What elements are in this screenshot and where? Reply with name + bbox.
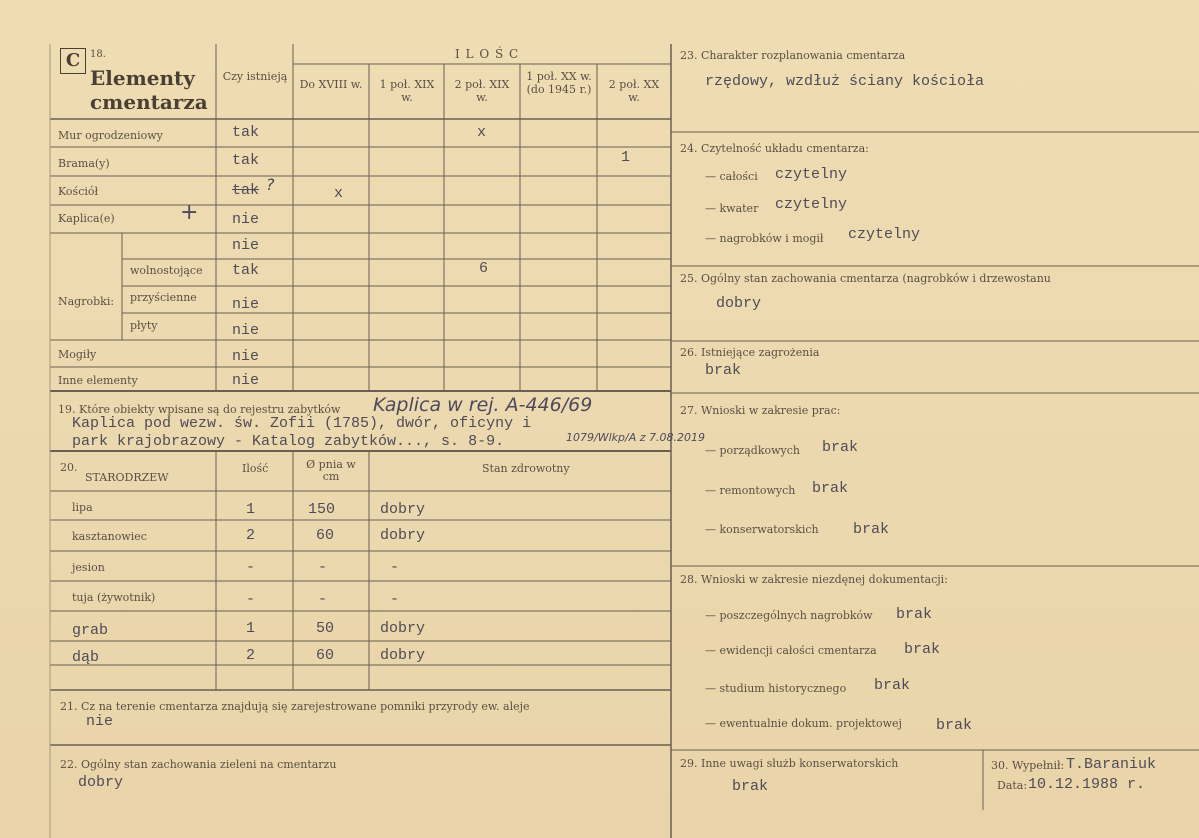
tree-state-0: dobry <box>380 501 426 518</box>
row-mark-kosciol: x <box>334 185 344 202</box>
q28-item-answer-0: brak <box>896 606 933 623</box>
q19-line2: park krajobrazowy - Katalog zabytków..., s. 8-9. <box>72 433 505 450</box>
col-header-period-4: 2 poł. XX w. <box>608 78 660 104</box>
row-exists-brama: tak <box>232 152 260 169</box>
q27-item-label-0: — porządkowych <box>705 444 800 457</box>
tree-diam-1: 60 <box>316 527 335 544</box>
q25-label: 25. Ogólny stan zachowania cmentarza (nagrobków i drzewostanu <box>680 272 1051 285</box>
row-label-mur: Mur ogrodzeniowy <box>58 129 163 142</box>
tree-state-2: - <box>390 559 400 576</box>
col-header-period-1: 1 poł. XIX w. <box>379 78 435 104</box>
q21-label: 21. Cz na terenie cmentarza znajdują się zarejestrowane pomniki przyrody ew. aleje <box>60 700 530 713</box>
q19-line2-hand: 1079/Wlkp/A z 7.08.2019 <box>566 431 705 444</box>
row-kaplica-cross: + <box>180 200 199 225</box>
col-header-period-2: 2 poł. XIX w. <box>454 78 510 104</box>
q30-date: 10.12.1988 r. <box>1028 776 1146 793</box>
tree-diam-3: - <box>318 591 328 608</box>
section-title-line1: Elementy <box>90 66 195 90</box>
q27-item-answer-0: brak <box>822 439 859 456</box>
q29-answer: brak <box>732 778 769 795</box>
q27-item-answer-1: brak <box>812 480 849 497</box>
q24-item-answer-2: czytelny <box>848 226 921 243</box>
tree-qty-2: - <box>246 559 256 576</box>
row-exists-mur: tak <box>232 124 260 141</box>
q20-col-diam: Ø pnia w cm <box>306 458 356 483</box>
row-label-kosciol: Kościół <box>58 185 99 198</box>
row-label-przyscienne: przyścienne <box>130 291 197 304</box>
q20-col-state: Stan zdrowotny <box>482 462 570 475</box>
q22-label: 22. Ogólny stan zachowania zieleni na cmentarzu <box>60 758 337 771</box>
tree-species-2: jesion <box>72 561 105 574</box>
q28-item-label-1: — ewidencji całości cmentarza <box>705 644 877 657</box>
tree-species-0: lipa <box>72 501 93 514</box>
tree-diam-0: 150 <box>308 501 336 518</box>
tree-species-5: dąb <box>72 649 100 666</box>
q30-date-label: Data: <box>997 779 1028 792</box>
tree-species-3: tuja (żywotnik) <box>72 591 156 604</box>
row-mark-wolnostojace: 6 <box>479 260 489 277</box>
q24-item-answer-1: czytelny <box>775 196 848 213</box>
col-header-exists: Czy istnieją <box>222 70 288 83</box>
row-exists-mogily: nie <box>232 348 260 365</box>
q27-item-label-1: — remontowych <box>705 484 796 497</box>
q30-label: 30. Wypełnił: <box>991 759 1065 772</box>
row-label-kaplica: Kaplica(e) <box>58 212 115 225</box>
tree-qty-4: 1 <box>246 620 256 637</box>
q24-item-answer-0: czytelny <box>775 166 848 183</box>
tree-species-4: grab <box>72 622 109 639</box>
tree-state-3: - <box>390 591 400 608</box>
col-header-ilosc: I L O Ś C <box>455 47 520 61</box>
q20-col-qty: Ilość <box>242 462 269 475</box>
col-header-period-0: Do XVIII w. <box>299 78 363 91</box>
tree-state-1: dobry <box>380 527 426 544</box>
q28-item-answer-2: brak <box>874 677 911 694</box>
row-label-brama: Brama(y) <box>58 157 110 170</box>
section-letter-box: C <box>60 48 86 74</box>
q24-item-label-0: — całości <box>705 170 758 183</box>
q19-line1: Kaplica pod wezw. św. Zofii (1785), dwór, oficyny i <box>72 415 532 432</box>
q28-item-label-2: — studium historycznego <box>705 682 847 695</box>
q28-item-answer-3: brak <box>936 717 973 734</box>
tree-qty-0: 1 <box>246 501 256 518</box>
col-header-period-3: 1 poł. XX w. (do 1945 r.) <box>526 70 592 96</box>
section-number: 18. <box>90 49 106 60</box>
tree-diam-5: 60 <box>316 647 335 664</box>
q27-label: 27. Wnioski w zakresie prac: <box>680 404 841 417</box>
q22-answer: dobry <box>78 774 124 791</box>
q19-handwritten: Kaplica w rej. A-446/69 <box>373 394 593 416</box>
q19-label: 19. Które obiekty wpisane są do rejestru zabytków <box>58 403 341 416</box>
tree-state-4: dobry <box>380 620 426 637</box>
row-exists-blank: nie <box>232 237 260 254</box>
q27-item-answer-2: brak <box>853 521 890 538</box>
q20-label: STARODRZEW <box>85 471 169 484</box>
q26-answer: brak <box>705 362 742 379</box>
q28-item-label-3: — ewentualnie dokum. projektowej <box>705 717 902 730</box>
row-label-wolnostojace: wolnostojące <box>130 264 203 277</box>
q28-item-answer-1: brak <box>904 641 941 658</box>
q25-answer: dobry <box>716 295 762 312</box>
q30-name: T.Baraniuk <box>1066 756 1157 773</box>
q26-label: 26. Istniejące zagrożenia <box>680 346 820 359</box>
tree-species-1: kasztanowiec <box>72 530 147 543</box>
q24-item-label-2: — nagrobków i mogił <box>705 232 824 245</box>
q20-number: 20. <box>60 461 78 474</box>
row-mark-brama: 1 <box>621 149 631 166</box>
row-label-mogily: Mogiły <box>58 348 97 361</box>
tree-diam-4: 50 <box>316 620 335 637</box>
q21-answer: nie <box>86 713 114 730</box>
tree-qty-5: 2 <box>246 647 256 664</box>
q27-item-label-2: — konserwatorskich <box>705 523 819 536</box>
q23-answer: rzędowy, wzdłuż ściany kościoła <box>705 73 985 90</box>
section-title-line2: cmentarza <box>90 90 208 114</box>
row-exists-wolnostojace: tak <box>232 262 260 279</box>
row-label-plyty: płyty <box>130 319 158 332</box>
row-exists-inne: nie <box>232 372 260 389</box>
row-exists-kosciol: tak <box>232 182 260 199</box>
row-exists-plyty: nie <box>232 322 260 339</box>
tree-qty-1: 2 <box>246 527 256 544</box>
q28-label: 28. Wnioski w zakresie niezdęnej dokumentacji: <box>680 573 948 586</box>
row-exists-kaplica: nie <box>232 211 260 228</box>
tree-qty-3: - <box>246 591 256 608</box>
nagrobki-label: Nagrobki: <box>58 295 115 308</box>
q28-item-label-0: — poszczególnych nagrobków <box>705 609 873 622</box>
q29-label: 29. Inne uwagi służb konserwatorskich <box>680 757 899 770</box>
row-mark-mur: x <box>477 124 487 141</box>
q23-label: 23. Charakter rozplanowania cmentarza <box>680 49 906 62</box>
row-exists-kosciol-note: ? <box>266 175 275 194</box>
row-label-inne: Inne elementy <box>58 374 138 387</box>
q24-label: 24. Czytelność układu cmentarza: <box>680 142 869 155</box>
row-exists-przyscienne: nie <box>232 296 260 313</box>
tree-diam-2: - <box>318 559 328 576</box>
tree-state-5: dobry <box>380 647 426 664</box>
q24-item-label-1: — kwater <box>705 202 759 215</box>
